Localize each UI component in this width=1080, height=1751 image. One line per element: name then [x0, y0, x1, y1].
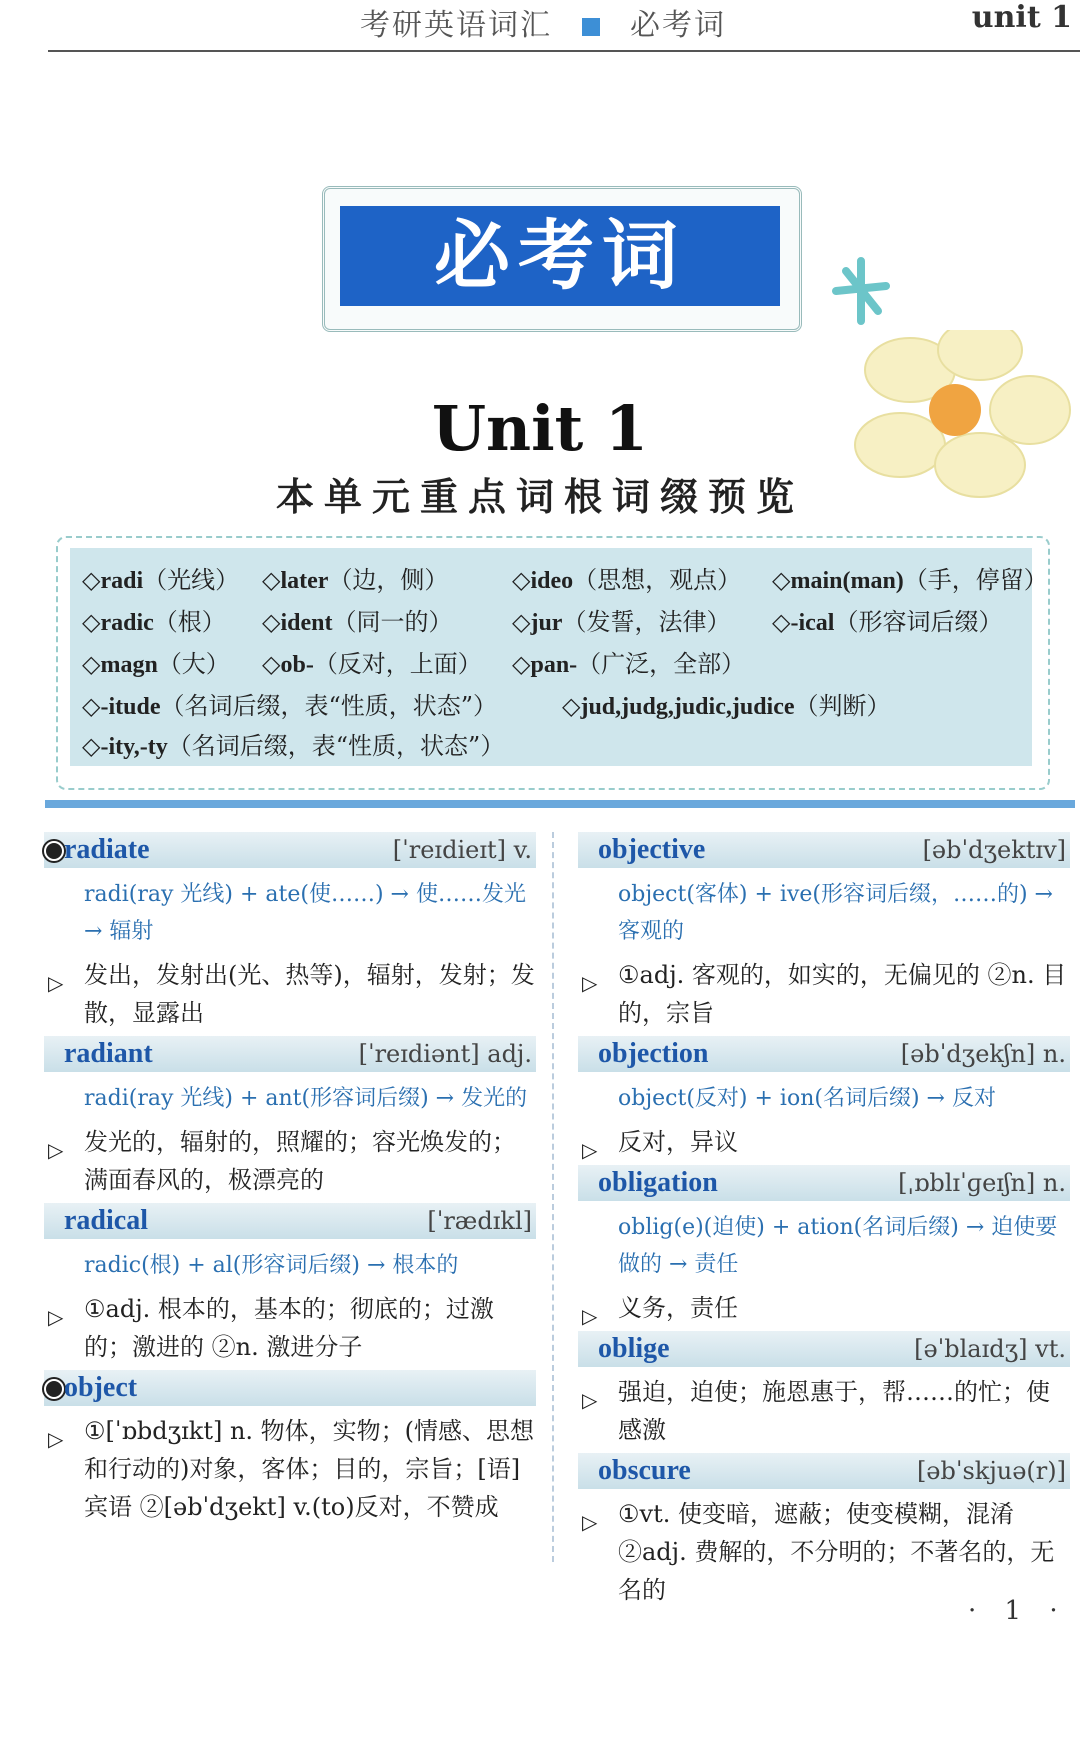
preview-gloss: （手，停留） [903, 566, 1048, 594]
preview-gloss: （判断） [794, 692, 891, 720]
preview-root: ob- [280, 652, 314, 678]
banner-title: 必考词 [340, 206, 780, 306]
definition [44, 1284, 536, 1370]
vocab-entry [578, 832, 1070, 1036]
preview-gloss: （发誓，法律） [562, 608, 731, 636]
preview-gloss: （名词后缀，表“性质，状态”） [160, 692, 498, 720]
entry-head [44, 1203, 536, 1239]
preview-item: ◇main(man)（手，停留） [772, 566, 1048, 594]
definition [578, 1489, 1070, 1613]
vocab-entry [578, 1331, 1070, 1453]
entry-head [578, 1331, 1070, 1367]
headword: oblige [598, 1333, 670, 1364]
definition-text: 发出，发射出(光、热等)，辐射，发射；发散，显露出 [84, 961, 535, 1027]
vocab-entry [578, 1036, 1070, 1165]
etymology: object(反对) + ion(名词后缀) → 反对 [618, 1086, 996, 1111]
preview-gloss: （形容词后缀） [834, 608, 1003, 636]
key-word-bullet-icon [44, 841, 64, 861]
phonetic: [əbˈdʒektɪv] [922, 836, 1066, 864]
preview-item: ◇-ity,-ty（名词后缀，表“性质，状态”） [82, 732, 505, 760]
preview-gloss: （光线） [143, 566, 240, 594]
header-book-title: 考研英语词汇 [360, 8, 552, 43]
preview-root: pan- [530, 652, 578, 678]
entry-head [44, 832, 536, 868]
phonetic: [əbˈskjuə(r)] [916, 1457, 1066, 1485]
headword: object [64, 1372, 138, 1403]
preview-item: ◇-ical（形容词后缀） [772, 608, 1003, 636]
definition-text: ①adj. 客观的，如实的，无偏见的 ②n. 目的，宗旨 [618, 961, 1067, 1027]
preview-item: ◇-itude（名词后缀，表“性质，状态”） [82, 692, 498, 720]
definition [578, 1117, 1070, 1165]
triangle-marker-icon: ▷ [48, 1138, 64, 1162]
preview-root: -itude [100, 694, 161, 720]
entry-head [578, 1165, 1070, 1201]
preview-root: later [280, 568, 329, 594]
header-title [360, 0, 726, 44]
preview-root: jur [530, 610, 563, 636]
phonetic: [ˈrædɪkl] [427, 1207, 532, 1235]
etymology: radi(ray 光线) + ate(使……) → 使……发光 → 辐射 [84, 882, 526, 944]
unit-title: Unit 1 [431, 392, 649, 465]
headword: radical [64, 1205, 148, 1236]
entry-head [44, 1036, 536, 1072]
preview-item: ◇magn（大） [82, 650, 230, 678]
triangle-marker-icon: ▷ [48, 971, 64, 995]
preview-gloss: （大） [157, 650, 230, 678]
etymology: oblig(e)(迫使) + ation(名词后缀) → 迫使要做的 → 责任 [618, 1215, 1058, 1277]
preview-root: radi [100, 568, 144, 594]
triangle-marker-icon: ▷ [48, 1427, 64, 1451]
section-divider [45, 800, 1075, 808]
preview-item: ◇jur（发誓，法律） [512, 608, 731, 636]
phonetic: [əbˈdʒekʃn] n. [900, 1040, 1066, 1068]
page-number: · 1 · [968, 1596, 1068, 1626]
vocab-entry [578, 1453, 1070, 1613]
column-separator [552, 832, 554, 1562]
definition [578, 1283, 1070, 1331]
header-unit-label: unit 1 [971, 0, 1072, 35]
definition-text: ①[ˈɒbdʒɪkt] n. 物体，实物；(情感、思想和行动的)对象，客体；目的，宗旨；[语]宾语 ②[əbˈdʒekt] v.(to)反对，不赞成 [84, 1417, 535, 1521]
preview-gloss: （反对，上面） [313, 650, 482, 678]
definition [44, 1406, 536, 1530]
preview-gloss: （广泛，全部） [577, 650, 746, 678]
preview-item: ◇pan-（广泛，全部） [512, 650, 746, 678]
phonetic: [ˈreɪdieɪt] v. [392, 836, 532, 864]
triangle-marker-icon: ▷ [582, 971, 598, 995]
definition [44, 1117, 536, 1203]
definition [578, 950, 1070, 1036]
right-column [578, 832, 1070, 1613]
preview-root: -ity,-ty [100, 734, 168, 760]
headword: objection [598, 1038, 709, 1069]
definition-text: 反对，异议 [618, 1128, 738, 1156]
key-word-bullet-icon [44, 1379, 64, 1399]
preview-root: ident [280, 610, 333, 636]
preview-root: magn [100, 652, 158, 678]
definition-text: ①adj. 根本的，基本的；彻底的；过激的；激进的 ②n. 激进分子 [84, 1295, 494, 1361]
phonetic: [əˈblaɪdʒ] vt. [914, 1335, 1066, 1363]
triangle-marker-icon: ▷ [48, 1305, 64, 1329]
entry-head [578, 1036, 1070, 1072]
preview-gloss: （思想，观点） [573, 566, 742, 594]
entry-head [44, 1370, 536, 1406]
vocab-entry [44, 1203, 536, 1370]
entry-head [578, 832, 1070, 868]
unit-subtitle: 本单元重点词根词缀预览 [275, 474, 804, 519]
headword: radiant [64, 1038, 153, 1069]
vocab-entry [44, 1036, 536, 1203]
definition-text: 义务，责任 [618, 1294, 738, 1322]
definition [578, 1367, 1070, 1453]
header-rule [48, 50, 1080, 52]
preview-item: ◇ideo（思想，观点） [512, 566, 742, 594]
entry-head [578, 1453, 1070, 1489]
preview-item: ◇ob-（反对，上面） [262, 650, 482, 678]
preview-root: main(man) [790, 568, 904, 594]
preview-gloss: （边，侧） [328, 566, 449, 594]
preview-root: -ical [790, 610, 835, 636]
definition-text: 强迫，迫使；施恩惠于，帮……的忙；使感激 [618, 1378, 1050, 1444]
phonetic: [ˈreɪdiənt] adj. [358, 1040, 532, 1068]
preview-item: ◇radic（根） [82, 608, 226, 636]
definition-text: ①vt. 使变暗，遮蔽；使变模糊，混淆 ②adj. 费解的，不分明的；不著名的，无名的 [618, 1500, 1055, 1604]
etymology: radic(根) + al(形容词后缀) → 根本的 [84, 1253, 459, 1278]
definition [44, 950, 536, 1036]
star-sparkle-icon [826, 256, 896, 326]
preview-gloss: （同一的） [332, 608, 453, 636]
vocab-entry [44, 1370, 536, 1530]
triangle-marker-icon: ▷ [582, 1304, 598, 1328]
preview-item: ◇later（边，侧） [262, 566, 449, 594]
headword: obligation [598, 1167, 718, 1198]
headword: objective [598, 834, 706, 865]
triangle-marker-icon: ▷ [582, 1138, 598, 1162]
phonetic: [ˌɒblɪˈɡeɪʃn] n. [898, 1169, 1066, 1197]
header-section-title: 必考词 [630, 8, 726, 43]
triangle-marker-icon: ▷ [582, 1510, 598, 1534]
header-square-icon [582, 18, 600, 36]
vocab-entry [44, 832, 536, 1036]
preview-gloss: （名词后缀，表“性质，状态”） [167, 732, 505, 760]
preview-root: radic [100, 610, 154, 636]
preview-root: ideo [530, 568, 574, 594]
etymology: radi(ray 光线) + ant(形容词后缀) → 发光的 [84, 1086, 528, 1111]
preview-item: ◇jud,judg,judic,judice（判断） [562, 692, 891, 720]
preview-item: ◇ident（同一的） [262, 608, 453, 636]
preview-gloss: （根） [153, 608, 226, 636]
headword: obscure [598, 1455, 691, 1486]
left-column [44, 832, 536, 1530]
preview-root: jud,judg,judic,judice [580, 694, 795, 720]
vocab-entry [578, 1165, 1070, 1331]
headword: radiate [64, 834, 150, 865]
root-affix-preview [70, 548, 1048, 766]
triangle-marker-icon: ▷ [582, 1388, 598, 1412]
etymology: object(客体) + ive(形容词后缀，……的) → 客观的 [618, 882, 1053, 944]
definition-text: 发光的，辐射的，照耀的；容光焕发的；满面春风的，极漂亮的 [84, 1128, 516, 1194]
preview-item: ◇radi（光线） [82, 566, 240, 594]
